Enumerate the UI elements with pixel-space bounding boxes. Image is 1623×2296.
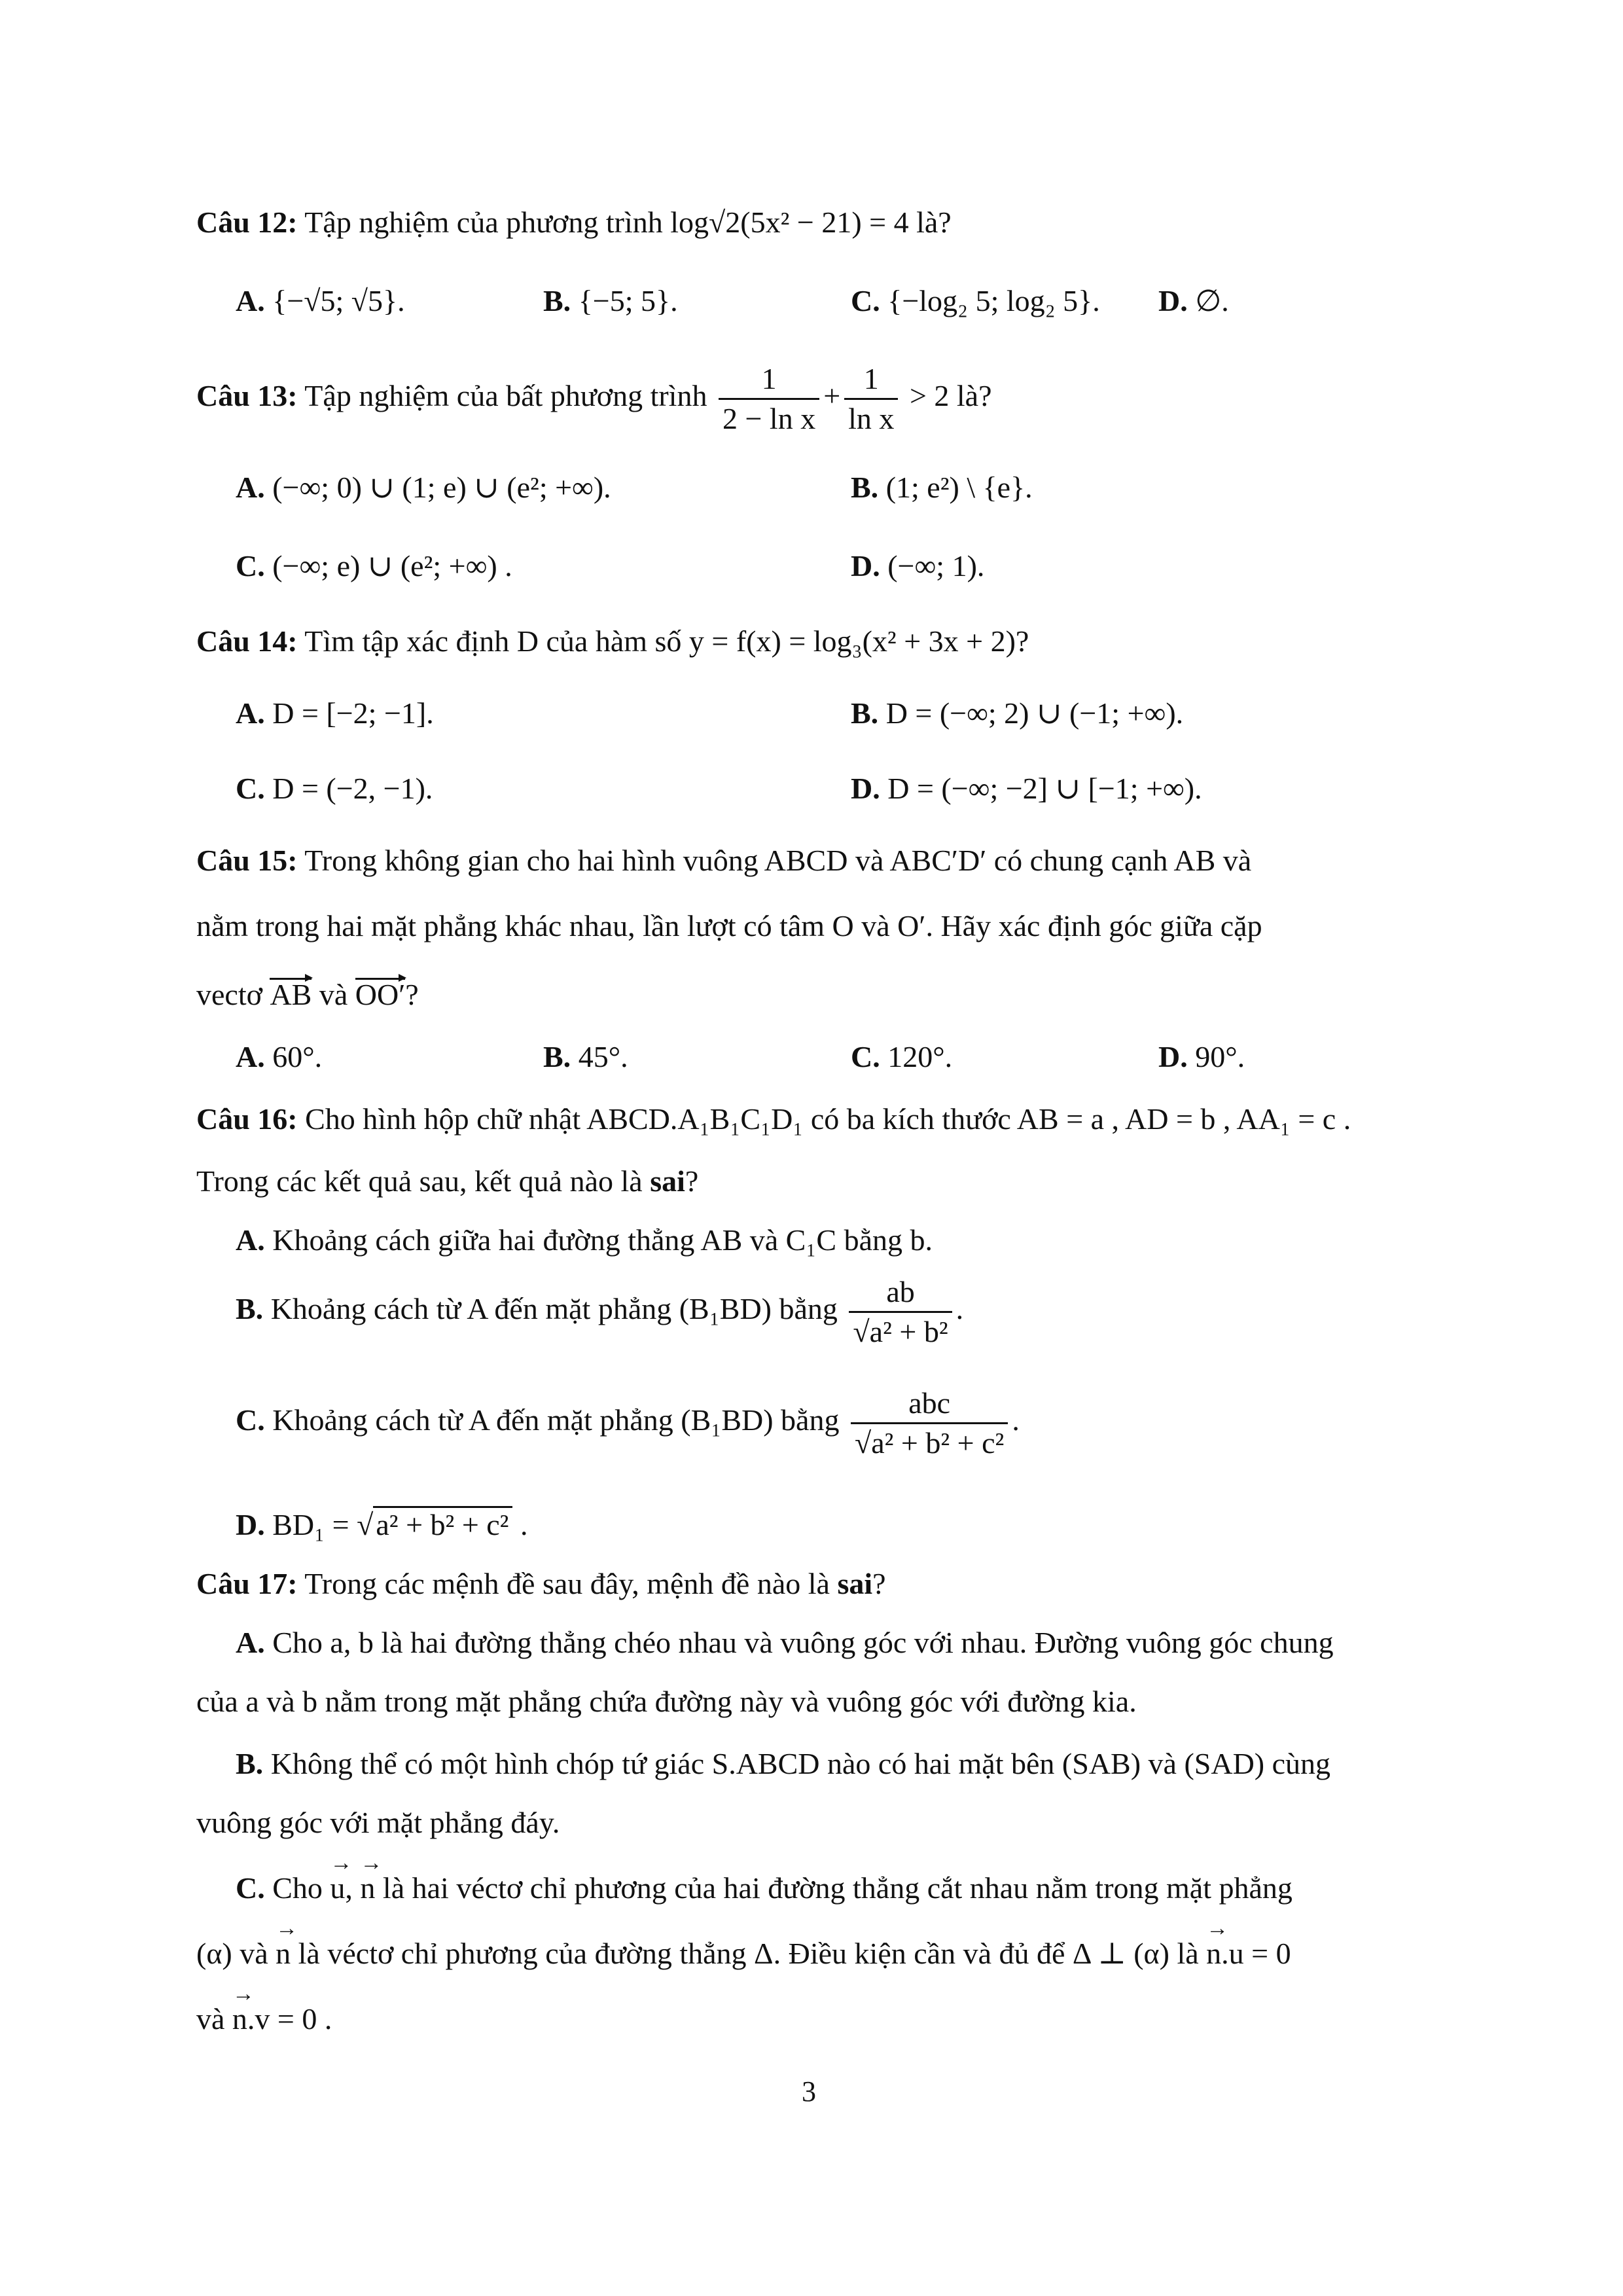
q16-option-a: A. Khoảng cách giữa hai đường thẳng AB và C₁C bằng b. — [236, 1223, 933, 1257]
vector-n: → n — [276, 1934, 291, 1973]
question-14 — [196, 622, 1029, 661]
question-label: Câu 15: — [196, 844, 298, 877]
question-17: Câu 17: Trong các mệnh đề sau đây, mệnh đề nào là sai? — [196, 1567, 886, 1600]
dot-product-nu: → n.u — [1206, 1934, 1244, 1973]
equation: log√2(5x² − 21) = 4 — [670, 206, 909, 239]
fraction: $\frac{\text{abc}}{\text{√a² + b² + c²}}$ — [851, 1384, 1008, 1462]
question-text: Tìm tập xác định D của hàm số — [304, 624, 682, 658]
vector-n: → n — [360, 1869, 375, 1908]
question-16-line-1: Câu 16: Cho hình hộp chữ nhật ABCD.A₁B₁C₁D₁ có ba kích thước AB = a , AD = b , AA₁ = c . — [196, 1102, 1351, 1136]
q12-option-b: B. {−5; 5}. — [543, 284, 678, 317]
q13-option-c: C. (−∞; e) ∪ (e²; +∞) . — [236, 549, 512, 583]
fraction-1: $\frac{1}{\text{2 − ln x}}$ — [719, 360, 819, 438]
q12-option-d: D. ∅. — [1158, 284, 1229, 317]
question-label: Câu 16: — [196, 1102, 298, 1136]
question-16-line-2: Trong các kết quả sau, kết quả nào là sai? — [196, 1164, 699, 1198]
question-tail: > 2 là? — [909, 379, 992, 413]
q15-option-a: A. 60°. — [236, 1040, 323, 1073]
q12-option-c: C. {−log₂ 5; log₂ 5}. — [851, 284, 1100, 317]
square-root: √a² + b² + c² — [357, 1505, 512, 1545]
question-15-line-3: vectơ AB và OO′? — [196, 975, 419, 1014]
q14-option-d: D. D = (−∞; −2] ∪ [−1; +∞). — [851, 772, 1202, 805]
q17-option-c-line-1: C. Cho → u, → n là hai véctơ chỉ phương của hai đường thẳng cắt nhau nằm trong mặt phẳng — [236, 1869, 1293, 1908]
question-label: Câu 12: — [196, 206, 298, 239]
fraction-2: $\frac{1}{\text{ln x}}$ — [844, 360, 898, 438]
fraction: $\frac{ab}{\text{√a² + b²}}$ — [849, 1273, 952, 1351]
question-label: Câu 13: — [196, 379, 298, 413]
dot-product-nv: → n.v — [232, 2000, 270, 2039]
vector-oo: OO′ — [355, 975, 406, 1014]
q13-option-d: D. (−∞; 1). — [851, 549, 985, 583]
function: y = f(x) = log₃(x² + 3x + 2)? — [688, 624, 1029, 658]
q16-option-b: B. Khoảng cách từ A đến mặt phẳng (B₁BD) bằng $\frac{ab}{\text{√a² + b²}}$ . — [236, 1273, 963, 1351]
question-label: Câu 17: — [196, 1567, 298, 1600]
q12-option-a: A. {−√5; √5}. — [236, 284, 405, 317]
question-tail: là? — [916, 206, 952, 239]
q17-option-c-line-3: và → n.v = 0 . — [196, 2000, 332, 2039]
question-15-line-2: nằm trong hai mặt phẳng khác nhau, lần lượt có tâm O và O′. Hãy xác định góc giữa cặp — [196, 909, 1262, 942]
q13-option-b: B. (1; e²) \ {e}. — [851, 471, 1033, 504]
q16-option-d: D. BD₁ = √a² + b² + c² . — [236, 1505, 527, 1545]
question-12 — [196, 203, 952, 242]
question-text: Tập nghiệm của bất phương trình — [304, 379, 707, 413]
page-number: 3 — [802, 2075, 816, 2108]
question-text: Tập nghiệm của phương trình — [304, 206, 663, 239]
q16-option-c: C. Khoảng cách từ A đến mặt phẳng (B₁BD) bằng $\frac{\text{abc}}{\text{√a² + b² + c²}}$ . — [236, 1384, 1020, 1462]
q15-option-b: B. 45°. — [543, 1040, 628, 1073]
q15-option-c: C. 120°. — [851, 1040, 953, 1073]
q14-option-b: B. D = (−∞; 2) ∪ (−1; +∞). — [851, 696, 1184, 730]
q17-option-a-line-2: của a và b nằm trong mặt phẳng chứa đường này và vuông góc với đường kia. — [196, 1685, 1137, 1718]
q17-option-b-line-1: B. Không thể có một hình chóp tứ giác S.ABCD nào có hai mặt bên (SAB) và (SAD) cùng — [236, 1747, 1331, 1780]
question-label: Câu 14: — [196, 624, 298, 658]
vector-u: → u — [330, 1869, 345, 1908]
q17-option-b-line-2: vuông góc với mặt phẳng đáy. — [196, 1806, 560, 1839]
q13-option-a: A. (−∞; 0) ∪ (1; e) ∪ (e²; +∞). — [236, 471, 611, 504]
question-13: Câu 13: Tập nghiệm của bất phương trình $\frac{1}{\text{2 − ln x}}$ + $\frac{1}{\text{ln x}}$ > 2 là? — [196, 360, 992, 438]
q17-option-a-line-1: A. Cho a, b là hai đường thẳng chéo nhau và vuông góc với nhau. Đường vuông góc chung — [236, 1626, 1334, 1659]
q14-option-a: A. D = [−2; −1]. — [236, 696, 434, 730]
question-15-line-1: Câu 15: Trong không gian cho hai hình vuông ABCD và ABC′D′ có chung cạnh AB và — [196, 844, 1252, 877]
q14-option-c: C. D = (−2, −1). — [236, 772, 433, 805]
vector-ab: AB — [270, 975, 312, 1014]
q17-option-c-line-2: (α) và → n là véctơ chỉ phương của đường thẳng Δ. Điều kiện cần và đủ để Δ ⊥ (α) là → n.u = 0 — [196, 1934, 1291, 1973]
q15-option-d: D. 90°. — [1158, 1040, 1245, 1073]
